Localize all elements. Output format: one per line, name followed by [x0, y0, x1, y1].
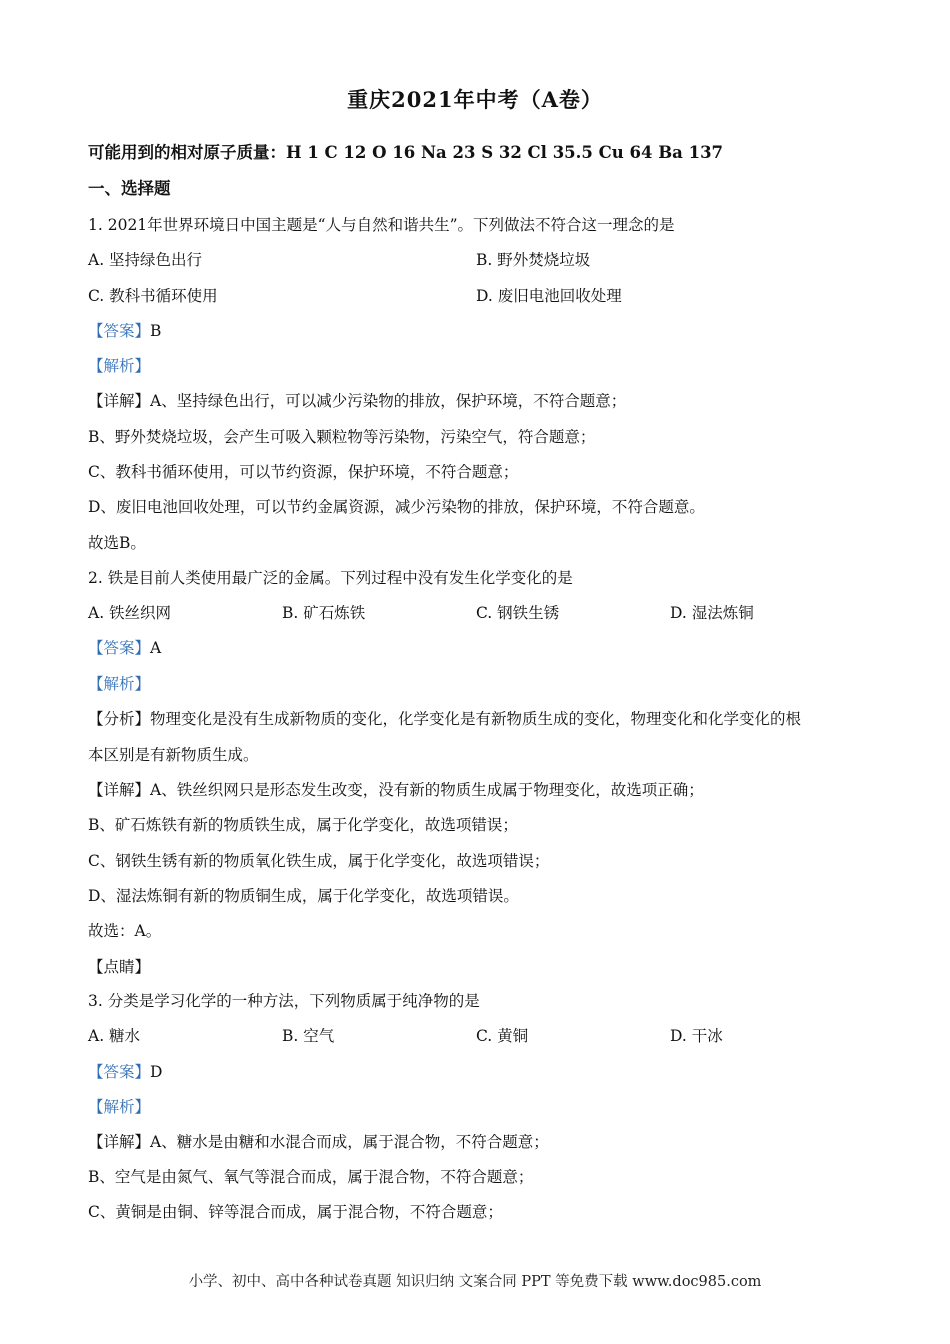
atomic-masses: 可能用到的相对原子质量：H 1 C 12 O 16 Na 23 S 32 Cl 35.5 Cu 64 Ba 137 — [88, 143, 724, 162]
q1-answer — [88, 321, 161, 341]
q3-detail-line — [88, 1132, 549, 1152]
q1-detail-line: B、野外焚烧垃圾，会产生可吸入颗粒物等污染物，污染空气，符合题意； — [88, 428, 596, 446]
answer-tag: 【答案】 — [88, 322, 151, 340]
q2-detail-line: C、钢铁生锈有新的物质氧化铁生成，属于化学变化，故选项错误； — [88, 852, 550, 870]
q1-detail-line: D、废旧电池回收处理，可以节约金属资源，减少污染物的排放，保护环境，不符合题意。 — [88, 498, 705, 516]
detail-tag: 【详解】 — [88, 392, 151, 410]
q2-answer — [88, 638, 161, 658]
q3-analysis-tag: 【解析】 — [88, 1098, 151, 1116]
q3-option-c: C. 黄铜 — [476, 1027, 529, 1045]
q1-stem: 1. 2021年世界环境日中国主题是“人与自然和谐共生”。下列做法不符合这一理念的是 — [88, 216, 675, 234]
detail-text: A、坚持绿色出行，可以减少污染物的排放，保护环境，不符合题意； — [150, 392, 627, 410]
q2-option-b: B. 矿石炼铁 — [282, 604, 366, 622]
q2-option-a: A. 铁丝织网 — [88, 604, 172, 622]
q2-conclusion: 故选：A。 — [88, 922, 162, 940]
q1-analysis-tag: 【解析】 — [88, 357, 151, 375]
detail-tag: 【详解】 — [88, 1133, 151, 1151]
answer-tag: 【答案】 — [88, 639, 151, 657]
q1-option-d: D. 废旧电池回收处理 — [476, 287, 622, 305]
detail-text: A、铁丝织网只是形态发生改变，没有新的物质生成属于物理变化，故选项正确； — [150, 781, 704, 799]
section-heading: 一、选择题 — [88, 179, 171, 198]
q2-detail-line — [88, 780, 704, 800]
q2-analyze-line — [88, 709, 801, 729]
q1-detail-line — [88, 391, 626, 411]
q2-comment-tag: 【点睛】 — [88, 958, 151, 976]
q1-detail-line: C、教科书循环使用，可以节约资源，保护环境，不符合题意； — [88, 463, 519, 481]
q3-answer — [88, 1062, 162, 1082]
q3-detail-line: C、黄铜是由铜、锌等混合而成，属于混合物，不符合题意； — [88, 1203, 503, 1221]
detail-text: A、糖水是由糖和水混合而成，属于混合物，不符合题意； — [150, 1133, 549, 1151]
q2-detail-line: D、湿法炼铜有新的物质铜生成，属于化学变化，故选项错误。 — [88, 887, 519, 905]
answer-value: D — [150, 1063, 163, 1081]
q2-option-d: D. 湿法炼铜 — [670, 604, 754, 622]
answer-tag: 【答案】 — [88, 1063, 151, 1081]
q2-detail-line: B、矿石炼铁有新的物质铁生成，属于化学变化，故选项错误； — [88, 816, 518, 834]
q3-option-d: D. 干冰 — [670, 1027, 723, 1045]
analyze-tag: 【分析】 — [88, 710, 151, 728]
answer-value: B — [150, 322, 162, 340]
q1-option-a: A. 坚持绿色出行 — [88, 251, 203, 269]
q2-option-c: C. 钢铁生锈 — [476, 604, 560, 622]
q2-analysis-tag: 【解析】 — [88, 675, 151, 693]
q1-option-b: B. 野外焚烧垃圾 — [476, 251, 591, 269]
detail-tag: 【详解】 — [88, 781, 151, 799]
q2-analyze-line: 本区别是有新物质生成。 — [88, 746, 259, 764]
q1-option-c: C. 教科书循环使用 — [88, 287, 218, 305]
answer-value: A — [150, 639, 162, 657]
q1-conclusion: 故选B。 — [88, 534, 146, 552]
page-footer: 小学、初中、高中各种试卷真题 知识归纳 文案合同 PPT 等免费下载 www.doc985.com — [188, 1274, 762, 1290]
page-title: 重庆2021年中考（A卷） — [347, 87, 603, 112]
q3-option-a: A. 糖水 — [88, 1027, 141, 1045]
q3-option-b: B. 空气 — [282, 1027, 335, 1045]
q3-detail-line: B、空气是由氮气、氧气等混合而成，属于混合物，不符合题意； — [88, 1168, 534, 1186]
analyze-text: 物理变化是没有生成新物质的变化，化学变化是有新物质生成的变化，物理变化和化学变化的根 — [150, 710, 802, 728]
q2-stem: 2. 铁是目前人类使用最广泛的金属。下列过程中没有发生化学变化的是 — [88, 569, 573, 587]
q3-stem: 3. 分类是学习化学的一种方法，下列物质属于纯净物的是 — [88, 992, 480, 1010]
